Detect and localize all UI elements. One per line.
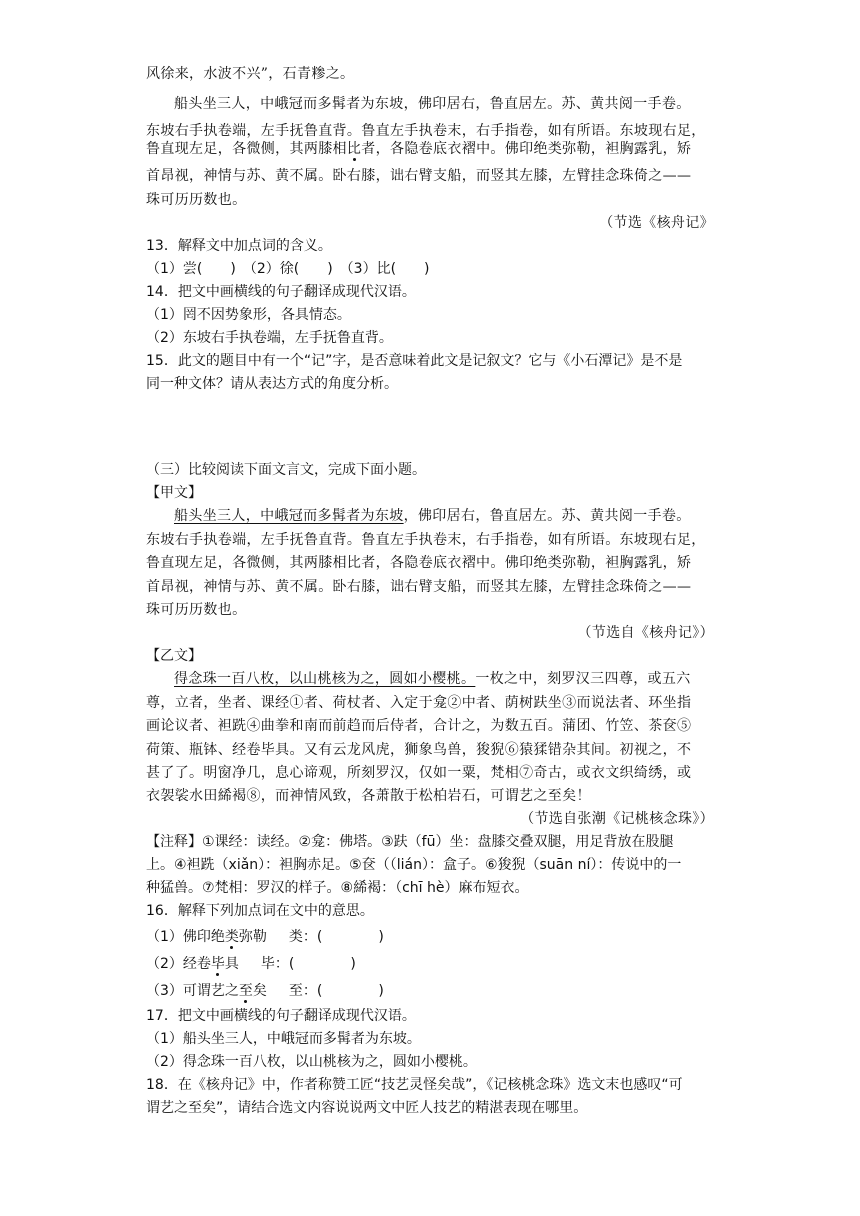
question-17-sentence: （2）得念珠一百八枚，以山桃核为之，圆如小樱桃。	[146, 1054, 477, 1070]
item-text: 弥勒	[238, 929, 267, 945]
question-16-item	[146, 981, 384, 1001]
item-text: （2）经卷	[146, 956, 211, 972]
passage1-text: 鲁直现左足，各微侧，其两膝相	[146, 141, 347, 157]
jia-line: 首昂视，神情与苏、黄不属。卧右膝，诎右臂支船，而竖其左膝，左臂挂念珠倚之——	[146, 579, 692, 595]
passage1-source: （节选《核舟记》	[599, 215, 714, 231]
item-text: 矣	[252, 983, 267, 999]
item-text: （1）佛印绝	[146, 929, 225, 945]
jia-line: 鲁直现左足，各微侧，其两膝相比者，各隐卷底衣褶中。佛印绝类弥勒，袒胸露乳，矫	[146, 555, 692, 571]
yi-line: 衣袈裟水田絺褐⑧，而神情风致，各萧散于松柏岩石，可谓艺之至矣！	[146, 788, 591, 804]
question-15-line: 同一种文体？请从表达方式的角度分析。	[146, 376, 398, 392]
question-15-line: 15．此文的题目中有一个“记”字，是否意味着此文是记叙文？它与《小石潭记》是不是	[146, 353, 683, 369]
yi-line: 画论议者、袒跣④曲拳和南而前趋而后侍者，合计之，为数五百。蒲团、竹笠、茶奁⑤	[146, 718, 692, 734]
yi-text: 一枚之中，刻罗汉三四尊，或五六	[475, 671, 691, 687]
item-text: （3）可谓艺之	[146, 983, 239, 999]
passage1-line: 珠可历历数也。	[146, 192, 247, 208]
notes-line: 上。④袒跣（xiǎn）：袒胸赤足。⑤奁（（lián）：盒子。⑥狻猊（suān ní）：传说中的一	[146, 857, 682, 873]
yi-source: （节选自张潮《记桃核念珠》）	[520, 811, 714, 827]
underlined-sentence: 船头坐三人，中峨冠而多髯者为东坡	[174, 508, 404, 524]
question-16-item	[146, 927, 384, 947]
question-18-line: 18．在《核舟记》中，作者称赞工匠“技艺灵怪矣哉”，《记核桃念珠》选文末也感叹“可	[146, 1077, 683, 1093]
question-13-items: （1）尝( ) （2）徐( ) （3）比( )	[146, 261, 430, 277]
question-17-sentence: （1）船头坐三人，中峨冠而多髯者为东坡。	[146, 1031, 421, 1047]
jia-source: （节选自《核舟记》）	[577, 625, 714, 641]
question-16-item	[146, 954, 356, 974]
question-14-title: 14．把文中画横线的句子翻译成现代汉语。	[146, 284, 416, 300]
yi-line	[174, 669, 691, 689]
passage1-text: 者，各隐卷底衣褶中。佛印绝类弥勒，袒胸露乳，矫	[361, 141, 692, 157]
answer-blank: 毕：( )	[260, 956, 356, 972]
yi-line: 荷策、瓶钵、经卷毕具。又有云龙风虎，狮象鸟兽，狻猊⑥猿猱错杂其间。初视之，不	[146, 742, 692, 758]
question-13-title: 13．解释文中加点词的含义。	[146, 238, 332, 254]
answer-blank: 类：( )	[288, 929, 384, 945]
dotted-word: 比	[346, 141, 362, 157]
jia-line: 东坡右手执卷端，左手抚鲁直背。鲁直左手执卷末，右手指卷，如有所语。东坡现右足，	[146, 532, 706, 548]
question-17-title: 17．把文中画横线的句子翻译成现代汉语。	[146, 1008, 416, 1024]
question-16-title: 16．解释下列加点词在文中的意思。	[146, 903, 374, 919]
question-18-line: 谓艺之至矣”，请结合选文内容说说两文中匠人技艺的精湛表现在哪里。	[146, 1100, 588, 1116]
jia-line	[174, 506, 691, 526]
passage1-line: 首昂视，神情与苏、黄不属。卧右膝，诎右臂支船，而竖其左膝，左臂挂念珠倚之——	[146, 168, 692, 184]
jia-text: ，佛印居右，鲁直居左。苏、黄共阅一手卷。	[403, 508, 691, 524]
dotted-word: 至	[238, 983, 253, 999]
section-3-title: （三）比较阅读下面文言文，完成下面小题。	[146, 462, 426, 478]
question-14-sentence: （1）罔不因势象形，各具情态。	[146, 307, 351, 323]
dotted-word: 类	[224, 929, 239, 945]
notes-line: 【注释】①课经：读经。②龛：佛塔。③趺（fū）坐：盘膝交叠双腿，用足背放在股腿	[146, 834, 674, 850]
passage1-line	[146, 139, 691, 159]
passage1-line: 船头坐三人，中峨冠而多髯者为东坡，佛印居右，鲁直居左。苏、黄共阅一手卷。	[174, 96, 691, 112]
answer-blank: 至：( )	[288, 983, 384, 999]
dotted-word: 毕	[210, 956, 225, 972]
passage1-line: 风徐来，水波不兴”，石青糁之。	[146, 66, 355, 82]
yi-line: 甚了了。明窗净几，息心谛观，所刻罗汉，仅如一粟，梵相⑦奇古，或衣文织绮绣，或	[146, 765, 692, 781]
item-text: 具	[224, 956, 239, 972]
jia-label: 【甲文】	[146, 485, 202, 501]
jia-line: 珠可历历数也。	[146, 602, 247, 618]
notes-line: 种猛兽。⑦梵相：罗汉的样子。⑧絺褐：（chī hè）麻布短衣。	[146, 880, 529, 896]
yi-line: 尊，立者，坐者、课经①者、荷杖者、入定于龛②中者、荫树趺坐③而说法者、环坐指	[146, 695, 692, 711]
question-14-sentence: （2）东坡右手执卷端，左手抚鲁直背。	[146, 330, 393, 346]
passage1-line: 东坡右手执卷端，左手抚鲁直背。鲁直左手执卷末，右手指卷，如有所语。东坡现右足，	[146, 123, 706, 139]
underlined-sentence: 得念珠一百八枚，以山桃核为之，圆如小樱桃。	[174, 671, 476, 687]
yi-label: 【乙文】	[146, 648, 202, 664]
